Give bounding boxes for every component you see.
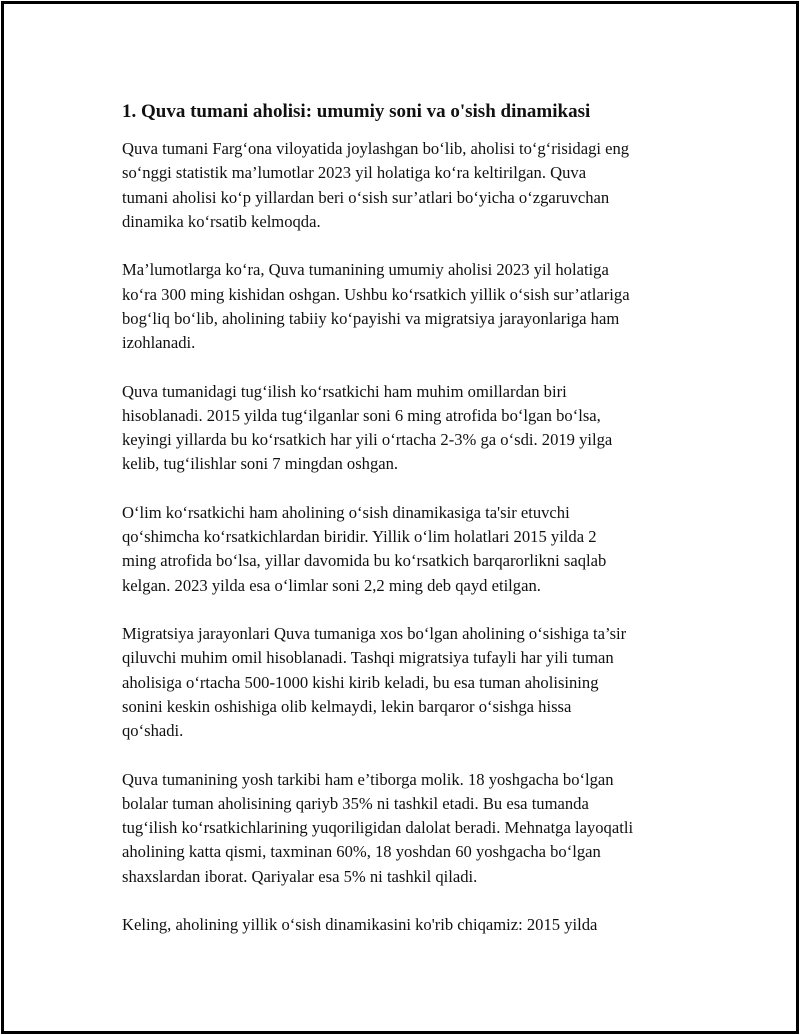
text-line: kelib, tug‘ilishlar soni 7 mingdan oshgan. bbox=[122, 454, 399, 474]
paragraph bbox=[122, 380, 722, 477]
text-line: dinamika ko‘rsatib kelmoqda. bbox=[122, 211, 321, 231]
paragraph bbox=[122, 768, 722, 889]
text-line: qo‘shadi. bbox=[122, 721, 184, 740]
text-line: ming atrofida bo‘lsa, yillar davomida bu ko‘rsatkich barqarorlikni saqlab bbox=[122, 551, 607, 571]
text-line: bog‘liq bo‘lib, aholining tabiiy ko‘payishi va migratsiya jarayonlariga ham bbox=[122, 308, 620, 328]
text-line: shaxslardan iborat. Qariyalar esa 5% ni tashkil qiladi. bbox=[122, 866, 478, 886]
text-line: aholisiga o‘rtacha 500-1000 kishi kirib keladi, bu esa tuman aholisining bbox=[122, 672, 599, 692]
section-heading: 1. Quva tumani aholisi: umumiy soni va o'sish dinamikasi bbox=[122, 101, 591, 122]
text-line: kelgan. 2023 yilda esa o‘limlar soni 2,2 ming deb qayd etilgan. bbox=[122, 575, 541, 595]
text-line: Quva tumanining yosh tarkibi ham e’tiborga molik. 18 yoshgacha bo‘lgan bbox=[122, 769, 614, 789]
paragraph bbox=[122, 501, 722, 598]
text-line: keyingi yillarda bu ko‘rsatkich har yili o‘rtacha 2-3% ga o‘sdi. 2019 yilga bbox=[122, 430, 613, 449]
paragraph bbox=[122, 137, 722, 234]
text-line: O‘lim ko‘rsatkichi ham aholining o‘sish dinamikasiga ta'sir etuvchi bbox=[122, 502, 570, 522]
text-line: ko‘ra 300 ming kishidan oshgan. Ushbu ko‘rsatkich yillik o‘sish sur’atlariga bbox=[122, 284, 630, 304]
text-line: izohlanadi. bbox=[122, 333, 196, 352]
paragraph bbox=[122, 258, 722, 355]
text-line: bolalar tuman aholisining qariyb 35% ni tashkil etadi. Bu esa tumanda bbox=[122, 793, 589, 813]
page-frame bbox=[1, 1, 799, 1034]
text-line: so‘nggi statistik ma’lumotlar 2023 yil holatiga ko‘ra keltirilgan. Quva bbox=[122, 163, 587, 183]
text-line: Keling, aholining yillik o‘sish dinamikasini ko'rib chiqamiz: 2015 yilda bbox=[122, 915, 598, 934]
text-line: tug‘ilish ko‘rsatkichlarining yuqoriligidan dalolat beradi. Mehnatga layoqatli bbox=[122, 818, 634, 837]
text-line: sonini keskin oshishiga olib kelmaydi, lekin barqaror o‘sishga hissa bbox=[122, 696, 572, 716]
paragraph bbox=[122, 913, 722, 937]
text-line: hisoblanadi. 2015 yilda tug‘ilganlar soni 6 ming atrofida bo‘lgan bo‘lsa, bbox=[122, 405, 601, 425]
paragraphs-container bbox=[122, 137, 722, 937]
text-line: Ma’lumotlarga ko‘ra, Quva tumanining umumiy aholisi 2023 yil holatiga bbox=[122, 260, 609, 280]
document-body bbox=[122, 98, 722, 962]
paragraph bbox=[122, 622, 722, 743]
text-line: Quva tumani Farg‘ona viloyatida joylashgan bo‘lib, aholisi to‘g‘risidagi eng bbox=[122, 139, 630, 158]
text-line: tumani aholisi ko‘p yillardan beri o‘sish sur’atlari bo‘yicha o‘zgaruvchan bbox=[122, 187, 610, 207]
text-line: qo‘shimcha ko‘rsatkichlardan biridir. Yillik o‘lim holatlari 2015 yilda 2 bbox=[122, 527, 597, 546]
text-line: Migratsiya jarayonlari Quva tumaniga xos bo‘lgan aholining o‘sishiga ta’sir bbox=[122, 624, 627, 643]
text-line: aholining katta qismi, taxminan 60%, 18 yoshdan 60 yoshgacha bo‘lgan bbox=[122, 842, 601, 862]
text-line: Quva tumanidagi tug‘ilish ko‘rsatkichi ham muhim omillardan biri bbox=[122, 381, 567, 401]
text-line: qiluvchi muhim omil hisoblanadi. Tashqi migratsiya tufayli har yili tuman bbox=[122, 648, 614, 668]
